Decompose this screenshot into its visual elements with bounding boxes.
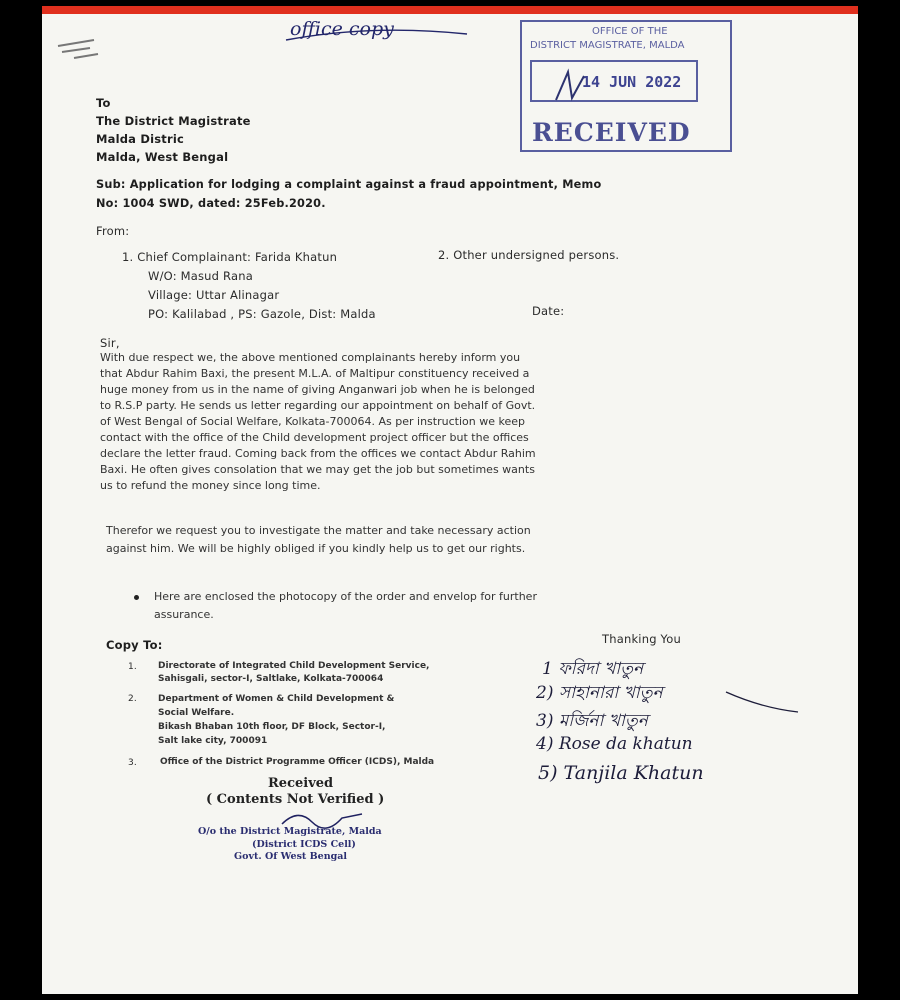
to-line-4: Malda, West Bengal	[96, 150, 229, 164]
top-red-bar	[42, 6, 858, 14]
received-stamp-2-title: Received	[268, 776, 334, 791]
copy-item-3: Office of the District Programme Officer (ICDS), Malda	[160, 757, 435, 767]
signature-4: 4) Rose da khatun	[536, 734, 693, 754]
copy-item-1	[158, 660, 429, 686]
stamp-signature-icon	[550, 68, 590, 108]
paragraph-1-line: declare the letter fraud. Coming back from the offices we contact Abdur Rahim	[100, 447, 536, 460]
stamp-office-line: DISTRICT MAGISTRATE, MALDA	[530, 40, 685, 51]
subject-line-2: No: 1004 SWD, dated: 25Feb.2020.	[96, 197, 326, 210]
paragraph-1-line: of West Bengal of Social Welfare, Kolkata-700064. As per instruction we keep	[100, 415, 525, 428]
salutation: Sir,	[100, 336, 120, 350]
copy-item-2-line: Social Welfare.	[158, 708, 235, 718]
from-wo: W/O: Masud Rana	[148, 269, 253, 283]
subject-line-1: Sub: Application for lodging a complaint against a fraud appointment, Memo	[96, 178, 602, 191]
copy-item-1-line: Directorate of Integrated Child Development Service,	[158, 661, 430, 671]
copy-item-1-line: Sahisgali, sector-I, Saltlake, Kolkata-700064	[158, 674, 384, 684]
from-village: Village: Uttar Alinagar	[148, 288, 280, 302]
date-label: Date:	[532, 304, 565, 318]
bullet-icon	[134, 595, 139, 600]
from-po: PO: Kalilabad , PS: Gazole, Dist: Malda	[148, 307, 376, 321]
stamp-received-label: RECEIVED	[532, 118, 691, 147]
paragraph-1-line: Baxi. He often gives consolation that we may get the job but sometimes wants	[100, 463, 535, 476]
document-page	[42, 6, 858, 994]
received-stamp-2-note: ( Contents Not Verified )	[206, 792, 385, 807]
enclosure-line: assurance.	[154, 608, 214, 621]
received-stamp-2-govt: Govt. Of West Bengal	[234, 851, 348, 862]
received-stamp-2-cell: (District ICDS Cell)	[252, 839, 356, 850]
paragraph-1-line: that Abdur Rahim Baxi, the present M.L.A. of Maltipur constituency received a	[100, 367, 530, 380]
copy-item-2-line: Department of Women & Child Development &	[158, 694, 395, 704]
paragraph-1-line: huge money from us in the name of giving Anganwari job when he is belonged	[100, 383, 535, 396]
office-copy-underline	[282, 14, 472, 44]
from-label: From:	[96, 224, 130, 238]
paragraph-1	[100, 350, 536, 494]
copy-item-2-number: 2.	[128, 694, 137, 704]
paragraph-1-line: to R.S.P party. He sends us letter regarding our appointment on behalf of Govt.	[100, 399, 536, 412]
enclosure-line: Here are enclosed the photocopy of the order and envelop for further	[154, 590, 537, 603]
paragraph-2-line: against him. We will be highly obliged if you kindly help us to get our rights.	[106, 542, 526, 555]
to-line-1: To	[96, 96, 111, 110]
copy-item-2	[158, 692, 394, 748]
signature-2: 2) সাহানারা খাতুন	[536, 683, 663, 703]
paragraph-1-line: us to refund the money since long time.	[100, 479, 321, 492]
signature-5: 5) Tanjila Khatun	[538, 762, 704, 784]
paragraph-2-line: Therefor we request you to investigate the matter and take necessary action	[106, 524, 531, 537]
from-item-2: 2. Other undersigned persons.	[438, 248, 620, 262]
paragraph-2	[106, 522, 531, 558]
copy-item-2-line: Bikash Bhaban 10th floor, DF Block, Sector-I,	[158, 722, 386, 732]
corner-scribble-icon	[54, 34, 104, 64]
signature-flourish-icon	[722, 686, 802, 716]
stamp-date: 14 JUN 2022	[582, 73, 682, 91]
copy-item-1-number: 1.	[128, 662, 137, 672]
thanking-you: Thanking You	[602, 632, 681, 646]
office-copy-note: office copy	[290, 18, 394, 40]
from-item-1: 1. Chief Complainant: Farida Khatun	[122, 250, 338, 264]
copy-to-label: Copy To:	[106, 638, 163, 652]
signature-1: 1 ফরিদা খাতুন	[542, 659, 644, 679]
paragraph-1-line: With due respect we, the above mentioned complainants hereby inform you	[100, 351, 521, 364]
copy-item-3-number: 3.	[128, 758, 137, 768]
copy-item-2-line: Salt lake city, 700091	[158, 736, 268, 746]
received-stamp-2-office: O/o the District Magistrate, Malda	[198, 826, 382, 837]
to-line-3: Malda Distric	[96, 132, 185, 146]
to-line-2: The District Magistrate	[96, 114, 251, 128]
stamp-top-line: OFFICE OF THE	[592, 26, 668, 37]
enclosure-note	[154, 588, 537, 624]
signature-3: 3) মর্জিনা খাতুন	[536, 711, 648, 731]
paragraph-1-line: contact with the office of the Child development project officer but the offices	[100, 431, 529, 444]
received-stamp	[520, 20, 732, 152]
